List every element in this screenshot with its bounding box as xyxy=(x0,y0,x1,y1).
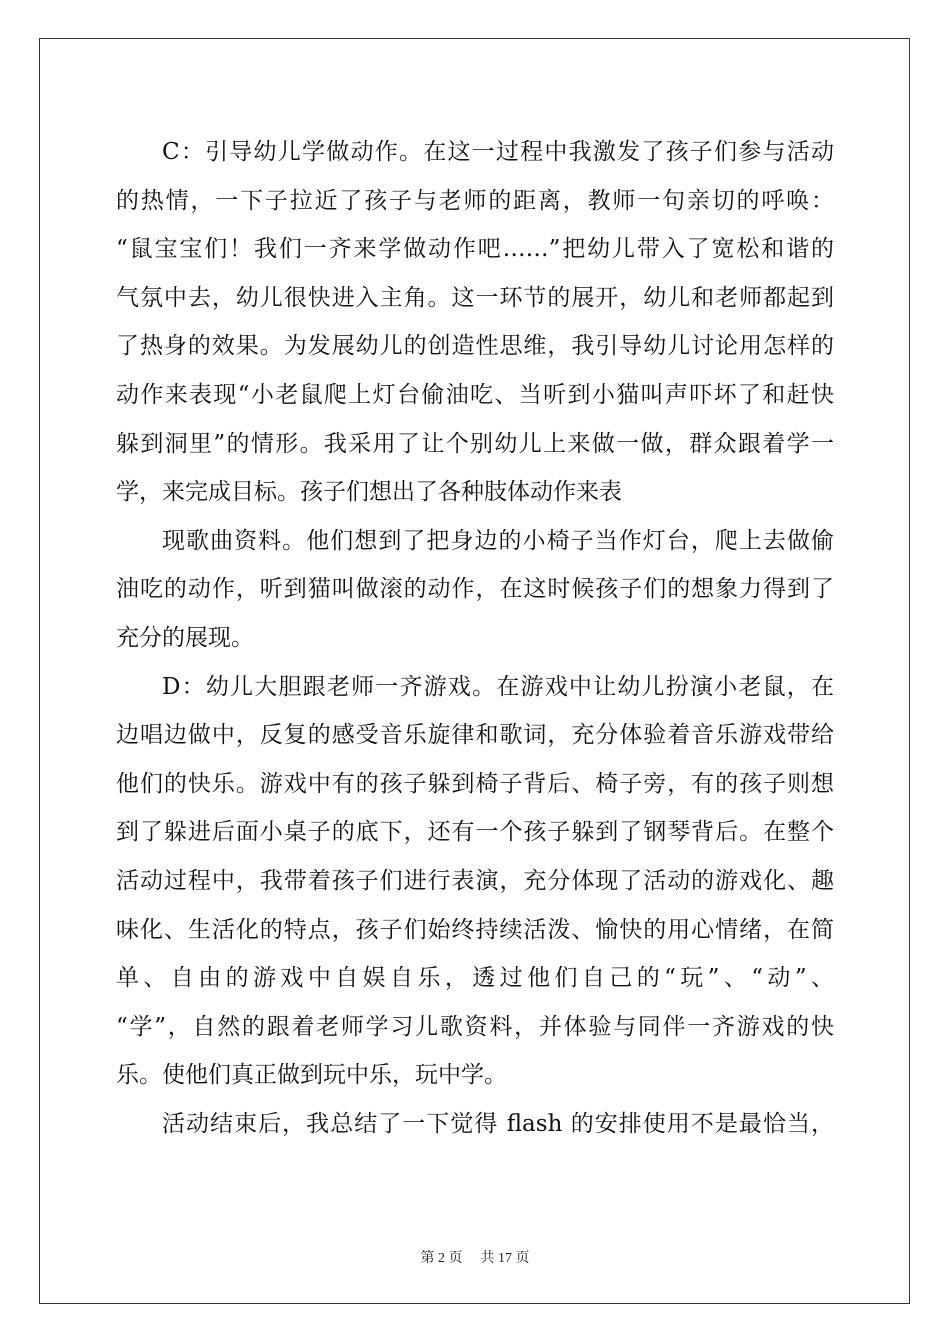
text-line: 味化、生活化的特点，孩子们始终持续活泼、愉快的用心情绪，在简 xyxy=(116,916,834,943)
text-line: 他们的快乐。游戏中有的孩子躲到椅子背后、椅子旁，有的孩子则想 xyxy=(116,770,834,797)
text-line: “学”，自然的跟着老师学习儿歌资料，并体验与同伴一齐游戏的快 xyxy=(116,1013,834,1040)
text-line: 油吃的动作，听到猫叫做滚的动作，在这时候孩子们的想象力得到了 xyxy=(116,576,834,603)
page-total: 共 17 页 xyxy=(480,1251,530,1266)
text-line: 动作来表现“小老鼠爬上灯台偷油吃、当听到小猫叫声吓坏了和赶快 xyxy=(116,381,834,408)
text-line: 乐。使他们真正做到玩中乐，玩中学。 xyxy=(116,1062,507,1089)
document-body xyxy=(116,128,834,1148)
text-line: 了热身的效果。为发展幼儿的创造性思维，我引导幼儿讨论用怎样的 xyxy=(116,333,834,360)
text-line: “鼠宝宝们！我们一齐来学做动作吧……”把幼儿带入了宽松和谐的 xyxy=(116,236,834,263)
text-line: 活动过程中，我带着孩子们进行表演，充分体现了活动的游戏化、趣 xyxy=(116,867,834,894)
text-line: 气氛中去，幼儿很快进入主角。这一环节的展开，幼儿和老师都起到 xyxy=(116,284,834,311)
text-line: 学，来完成目标。孩子们想出了各种肢体动作来表 xyxy=(116,479,622,506)
text-line: 边唱边做中，反复的感受音乐旋律和歌词，充分体验着音乐游戏带给 xyxy=(116,722,834,749)
text-line: 单、自由的游戏中自娱自乐，透过他们自己的“玩”、“动”、 xyxy=(116,965,834,992)
text-line: 的热情，一下子拉近了孩子与老师的距离，教师一句亲切的呼唤： xyxy=(116,187,834,214)
page-number: 第 2 页 xyxy=(420,1251,463,1266)
text-line: 到了躲进后面小桌子的底下，还有一个孩子躲到了钢琴背后。在整个 xyxy=(116,819,834,846)
text-line: 躲到洞里”的情形。我采用了让个别幼儿上来做一做，群众跟着学一 xyxy=(116,430,834,457)
text-line: 充分的展现。 xyxy=(116,624,254,651)
text-line: 现歌曲资料。他们想到了把身边的小椅子当作灯台，爬上去做偷 xyxy=(162,527,834,554)
text-line: C：引导幼儿学做动作。在这一过程中我激发了孩子们参与活动 xyxy=(162,139,834,165)
text-line: 活动结束后，我总结了一下觉得 flash 的安排使用不是最恰当， xyxy=(162,1110,834,1137)
page-footer xyxy=(0,1247,950,1267)
text-line: D：幼儿大胆跟老师一齐游戏。在游戏中让幼儿扮演小老鼠，在 xyxy=(162,673,834,700)
